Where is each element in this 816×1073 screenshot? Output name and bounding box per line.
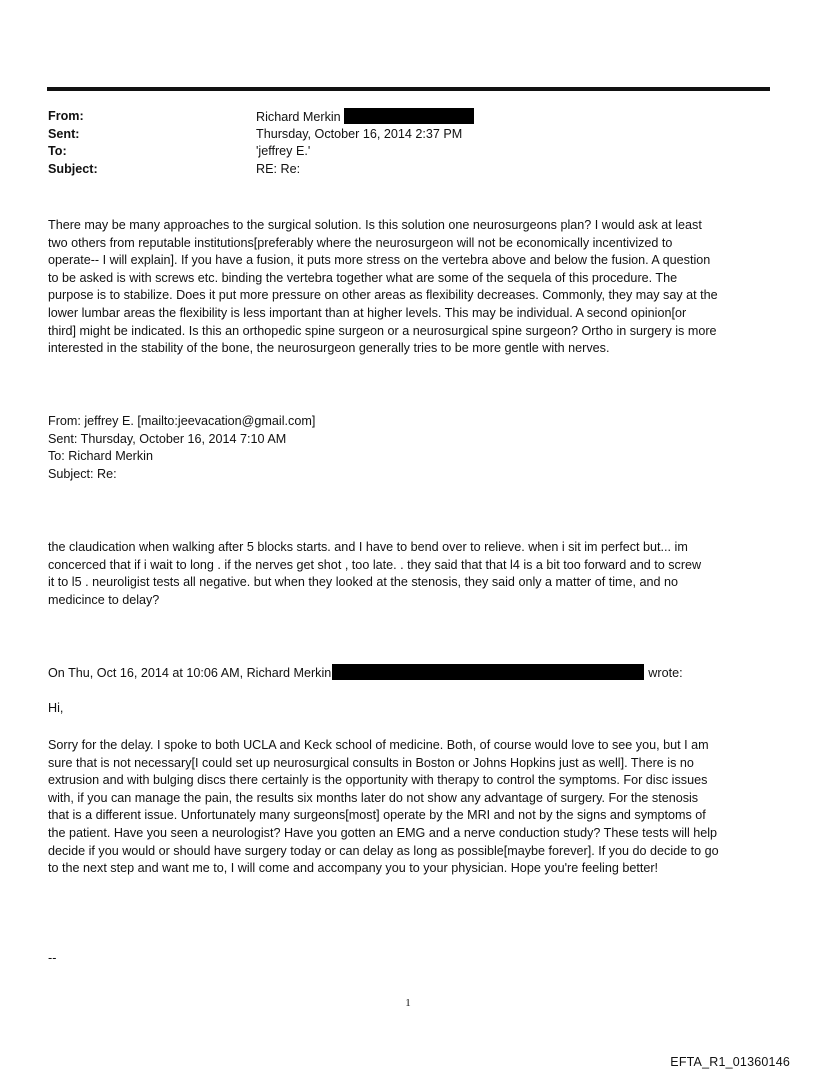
on-wrote-suffix: wrote: <box>648 666 683 680</box>
body-line: medicince to delay? <box>48 592 160 607</box>
body-line: third] might be indicated. Is this an orthopedic spine surgeon or a neurosurgical spine surgeon? Ortho in surgery is more <box>48 323 717 338</box>
body-line: to the next step and want me to, I will come and accompany you to your physician. Hope you're feeling better! <box>48 861 659 876</box>
greeting <box>48 700 772 718</box>
to-label: To: <box>48 144 67 159</box>
redaction-box <box>344 108 474 124</box>
body-line: extrusion and with bulging discs there certainly is the opportunity with therapy to control the symptoms. For disc issues <box>48 773 708 788</box>
quoted-header <box>48 413 772 483</box>
body-line: the claudication when walking after 5 blocks starts. and I have to bend over to relieve. when i sit im perfect but... im <box>48 540 688 554</box>
on-wrote-line <box>48 664 772 683</box>
body-line: concerced that if i wait to long . if the nerves get shot , too late. . they said that that l4 is a bit too forward and to screw <box>48 557 702 572</box>
quoted-body <box>48 539 772 609</box>
sent-label: Sent: <box>48 126 80 141</box>
sent-value: Thursday, October 16, 2014 2:37 PM <box>256 126 463 141</box>
body-line: interested in the stability of the bone, the neurosurgeon generally tries to be more gentle with nerves. <box>48 341 610 356</box>
quoted-subject: Subject: Re: <box>48 466 117 481</box>
signature-separator <box>48 950 772 968</box>
reply-body <box>48 217 772 358</box>
subject-value: RE: Re: <box>256 161 301 176</box>
body-line: two others from reputable institutions[preferably where the neurosurgeon will not be economically incentivized to <box>48 235 673 250</box>
body-line: to be asked is with screws etc. binding the vertebra together what are some of the sequela of this procedure. The <box>48 270 678 285</box>
original-body <box>48 737 772 878</box>
to-value: 'jeffrey E.' <box>256 144 311 159</box>
greeting-text: Hi, <box>48 701 64 715</box>
subject-label: Subject: <box>48 161 98 176</box>
from-name: Richard Merkin <box>256 110 341 124</box>
from-label: From: <box>48 109 84 123</box>
body-line: decide if you would or should have surgery today or can delay as long as possible[maybe forever]. If you do decide to go <box>48 843 719 858</box>
body-line: purpose is to stabilize. Does it put more pressure on other areas as flexibility decreases. Commonly, they may say at the <box>48 288 718 303</box>
body-line: Sorry for the delay. I spoke to both UCLA and Keck school of medicine. Both, of course would love to see you, but I am <box>48 738 709 752</box>
redaction-box <box>332 664 644 680</box>
body-line: sure that is not necessary[I could set up neurosurgical consults in Boston or Johns Hopkins just as well]. There is no <box>48 755 694 770</box>
body-line: the patient. Have you seen a neurologist? Have you gotten an EMG and a nerve conduction study? These tests will help <box>48 825 718 840</box>
body-line: lower lumbar areas the flexibility is less important than at higher levels. This may be individual. A second opinion[or <box>48 305 687 320</box>
body-line: with, if you can manage the pain, the results six months later do not show any advantage of surgery. For the stenosis <box>48 790 699 805</box>
body-line: it to l5 . neuroligist tests all negative. but when they looked at the stenosis, they said only a matter of time, and no <box>48 575 679 590</box>
header-rule <box>47 87 770 91</box>
body-line: operate-- I will explain]. If you have a fusion, it puts more stress on the vertebra above and below the fusion. A question <box>48 253 711 268</box>
body-line: There may be many approaches to the surgical solution. Is this solution one neurosurgeons plan? I would ask at least <box>48 218 702 232</box>
signature-dashes: -- <box>48 951 57 965</box>
quoted-sent: Sent: Thursday, October 16, 2014 7:10 AM <box>48 431 287 446</box>
page-number: 1 <box>405 997 411 1009</box>
body-line: that is a different issue. Unfortunately many surgeons[most] operate by the MRI and not by the signs and symptoms of <box>48 808 706 823</box>
from-value <box>256 108 474 127</box>
quoted-to: To: Richard Merkin <box>48 449 153 464</box>
on-wrote-prefix: On Thu, Oct 16, 2014 at 10:06 AM, Richard Merkin <box>48 666 332 680</box>
quoted-from: From: jeffrey E. [mailto:jeevacation@gmail.com] <box>48 414 316 428</box>
document-id: EFTA_R1_01360146 <box>670 1055 790 1069</box>
